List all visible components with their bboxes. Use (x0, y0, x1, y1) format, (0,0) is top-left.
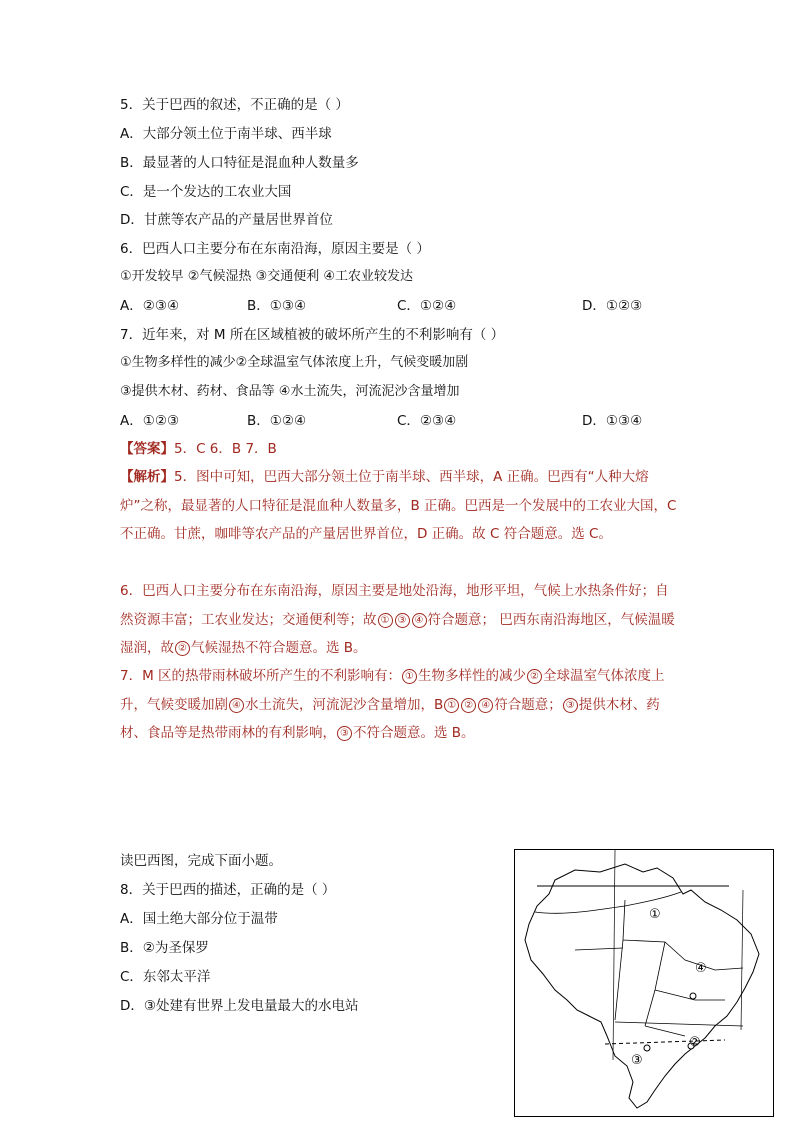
map-label-3: ③ (631, 1053, 643, 1068)
analysis-q6 (120, 577, 680, 663)
q6-option-c: C．①②④ (397, 298, 457, 314)
q6-option-d: D．①②③ (582, 298, 643, 314)
analysis-q7-text-d: 水土流失，河流泥沙含量增加，B (245, 696, 444, 713)
circled-3: ③ (337, 726, 352, 741)
analysis-q5 (120, 463, 680, 549)
circled-1: ① (402, 669, 417, 684)
q6-option-b: B．①③④ (247, 298, 307, 314)
map-label-1: ① (649, 907, 661, 922)
circled-1: ① (378, 613, 393, 628)
brazil-outline (525, 864, 759, 1108)
q7-items-1: ①生物多样性的减少②全球温室气体浓度上升，气候变暖加剧 (120, 355, 469, 370)
q7-option-b: B．①②④ (247, 413, 307, 429)
circled-4: ④ (229, 698, 244, 713)
answer-line (120, 439, 277, 459)
circled-4: ④ (412, 613, 427, 628)
analysis-q5-text: 5．图中可知，巴西大部分领土位于南半球、西半球，A 正确。巴西有“人种大熔炉”之称，最显著的人口特征是混血种人数量多，B 正确。巴西是一个发展中的工农业大国，C 不正确。甘蔗，咖啡等农产品的产量居世界首位，D 正确。故 C 符合题意。选 C。 (120, 469, 677, 542)
reading-intro: 读巴西图，完成下面小题。 (120, 853, 282, 869)
analysis-q6-text-b: 符合题意； 巴西东南沿海地区，气候温暖湿润，故 (120, 611, 675, 656)
analysis-q7-text-a: 7．M 区的热带雨林破坏所产生的不利影响有： (120, 668, 402, 684)
map-label-2: ② (689, 1035, 701, 1050)
q6-stem: 6．巴西人口主要分布在东南沿海，原因主要是（ ） (120, 241, 430, 257)
tropic-line (605, 1040, 725, 1044)
q5-option-d: D．甘蔗等农产品的产量居世界首位 (120, 212, 333, 228)
q8-option-a: A．国土绝大部分位于温带 (120, 911, 278, 927)
q7-option-d: D．①③④ (582, 413, 643, 429)
q7-option-a: A．①②③ (120, 413, 180, 429)
q6-items: ①开发较早 ②气候湿热 ③交通便利 ④工农业较发达 (120, 269, 414, 284)
circled-1: ① (444, 698, 459, 713)
q8-option-d: D．③处建有世界上发电量最大的水电站 (120, 998, 359, 1014)
q8-option-c: C．东邻太平洋 (120, 969, 211, 985)
circled-2: ② (461, 698, 476, 713)
answer-text: 5．C 6．B 7．B (174, 441, 277, 457)
circled-3: ③ (563, 698, 578, 713)
city-point-3 (644, 1045, 650, 1051)
city-point-1 (690, 993, 696, 999)
q7-option-c: C．②③④ (397, 413, 457, 429)
circled-3: ③ (395, 613, 410, 628)
q7-stem: 7．近年来，对 M 所在区域植被的破坏所产生的不利影响有（ ） (120, 327, 505, 343)
analysis-q7 (120, 662, 680, 748)
meridian-line-2 (741, 890, 743, 1030)
q8-option-b: B．②为圣保罗 (120, 940, 209, 956)
analysis-q7-text-c: 全球温室气体浓度上升，气候变暖加剧 (120, 668, 665, 713)
q8-stem: 8．关于巴西的描述，正确的是（ ） (120, 882, 336, 898)
analysis-q7-text-e: 符合题意； (494, 696, 562, 713)
answer-tag: 【答案】 (120, 441, 174, 457)
brazil-map (514, 849, 774, 1117)
brazil-map-drawing (515, 850, 773, 1116)
parallel-line (615, 1022, 743, 1026)
q5-stem: 5．关于巴西的叙述，不正确的是（ ） (120, 97, 349, 113)
q5-option-c: C．是一个发达的工农业大国 (120, 184, 292, 200)
analysis-q6-text-a: 6．巴西人口主要分布在东南沿海，原因主要是地处沿海，地形平坦，气候上水热条件好；自然资源丰富；工农业发达；交通便利等；故 (120, 583, 669, 628)
analysis-q7-text-g: 不符合题意。选 B。 (353, 725, 475, 741)
analysis-q6-text-c: 气候湿热不符合题意。选 B。 (191, 640, 367, 656)
meridian-line-1 (613, 850, 615, 1060)
analysis-tag: 【解析】 (120, 469, 174, 485)
q5-option-b: B．最显著的人口特征是混血种人数量多 (120, 155, 359, 171)
circled-4: ④ (478, 698, 493, 713)
analysis-q7-text-f: 提供木材、药材、食品等是热带雨林的有利影响， (120, 696, 660, 741)
map-label-4: ④ (695, 961, 707, 976)
circled-2: ② (175, 641, 190, 656)
circled-2: ② (527, 669, 542, 684)
analysis-q7-text-b: 生物多样性的减少 (418, 668, 527, 684)
q7-items-2: ③提供木材、药材、食品等 ④水土流失，河流泥沙含量增加 (120, 384, 460, 399)
q6-option-a: A．②③④ (120, 298, 180, 314)
q5-option-a: A．大部分领土位于南半球、西半球 (120, 126, 332, 142)
